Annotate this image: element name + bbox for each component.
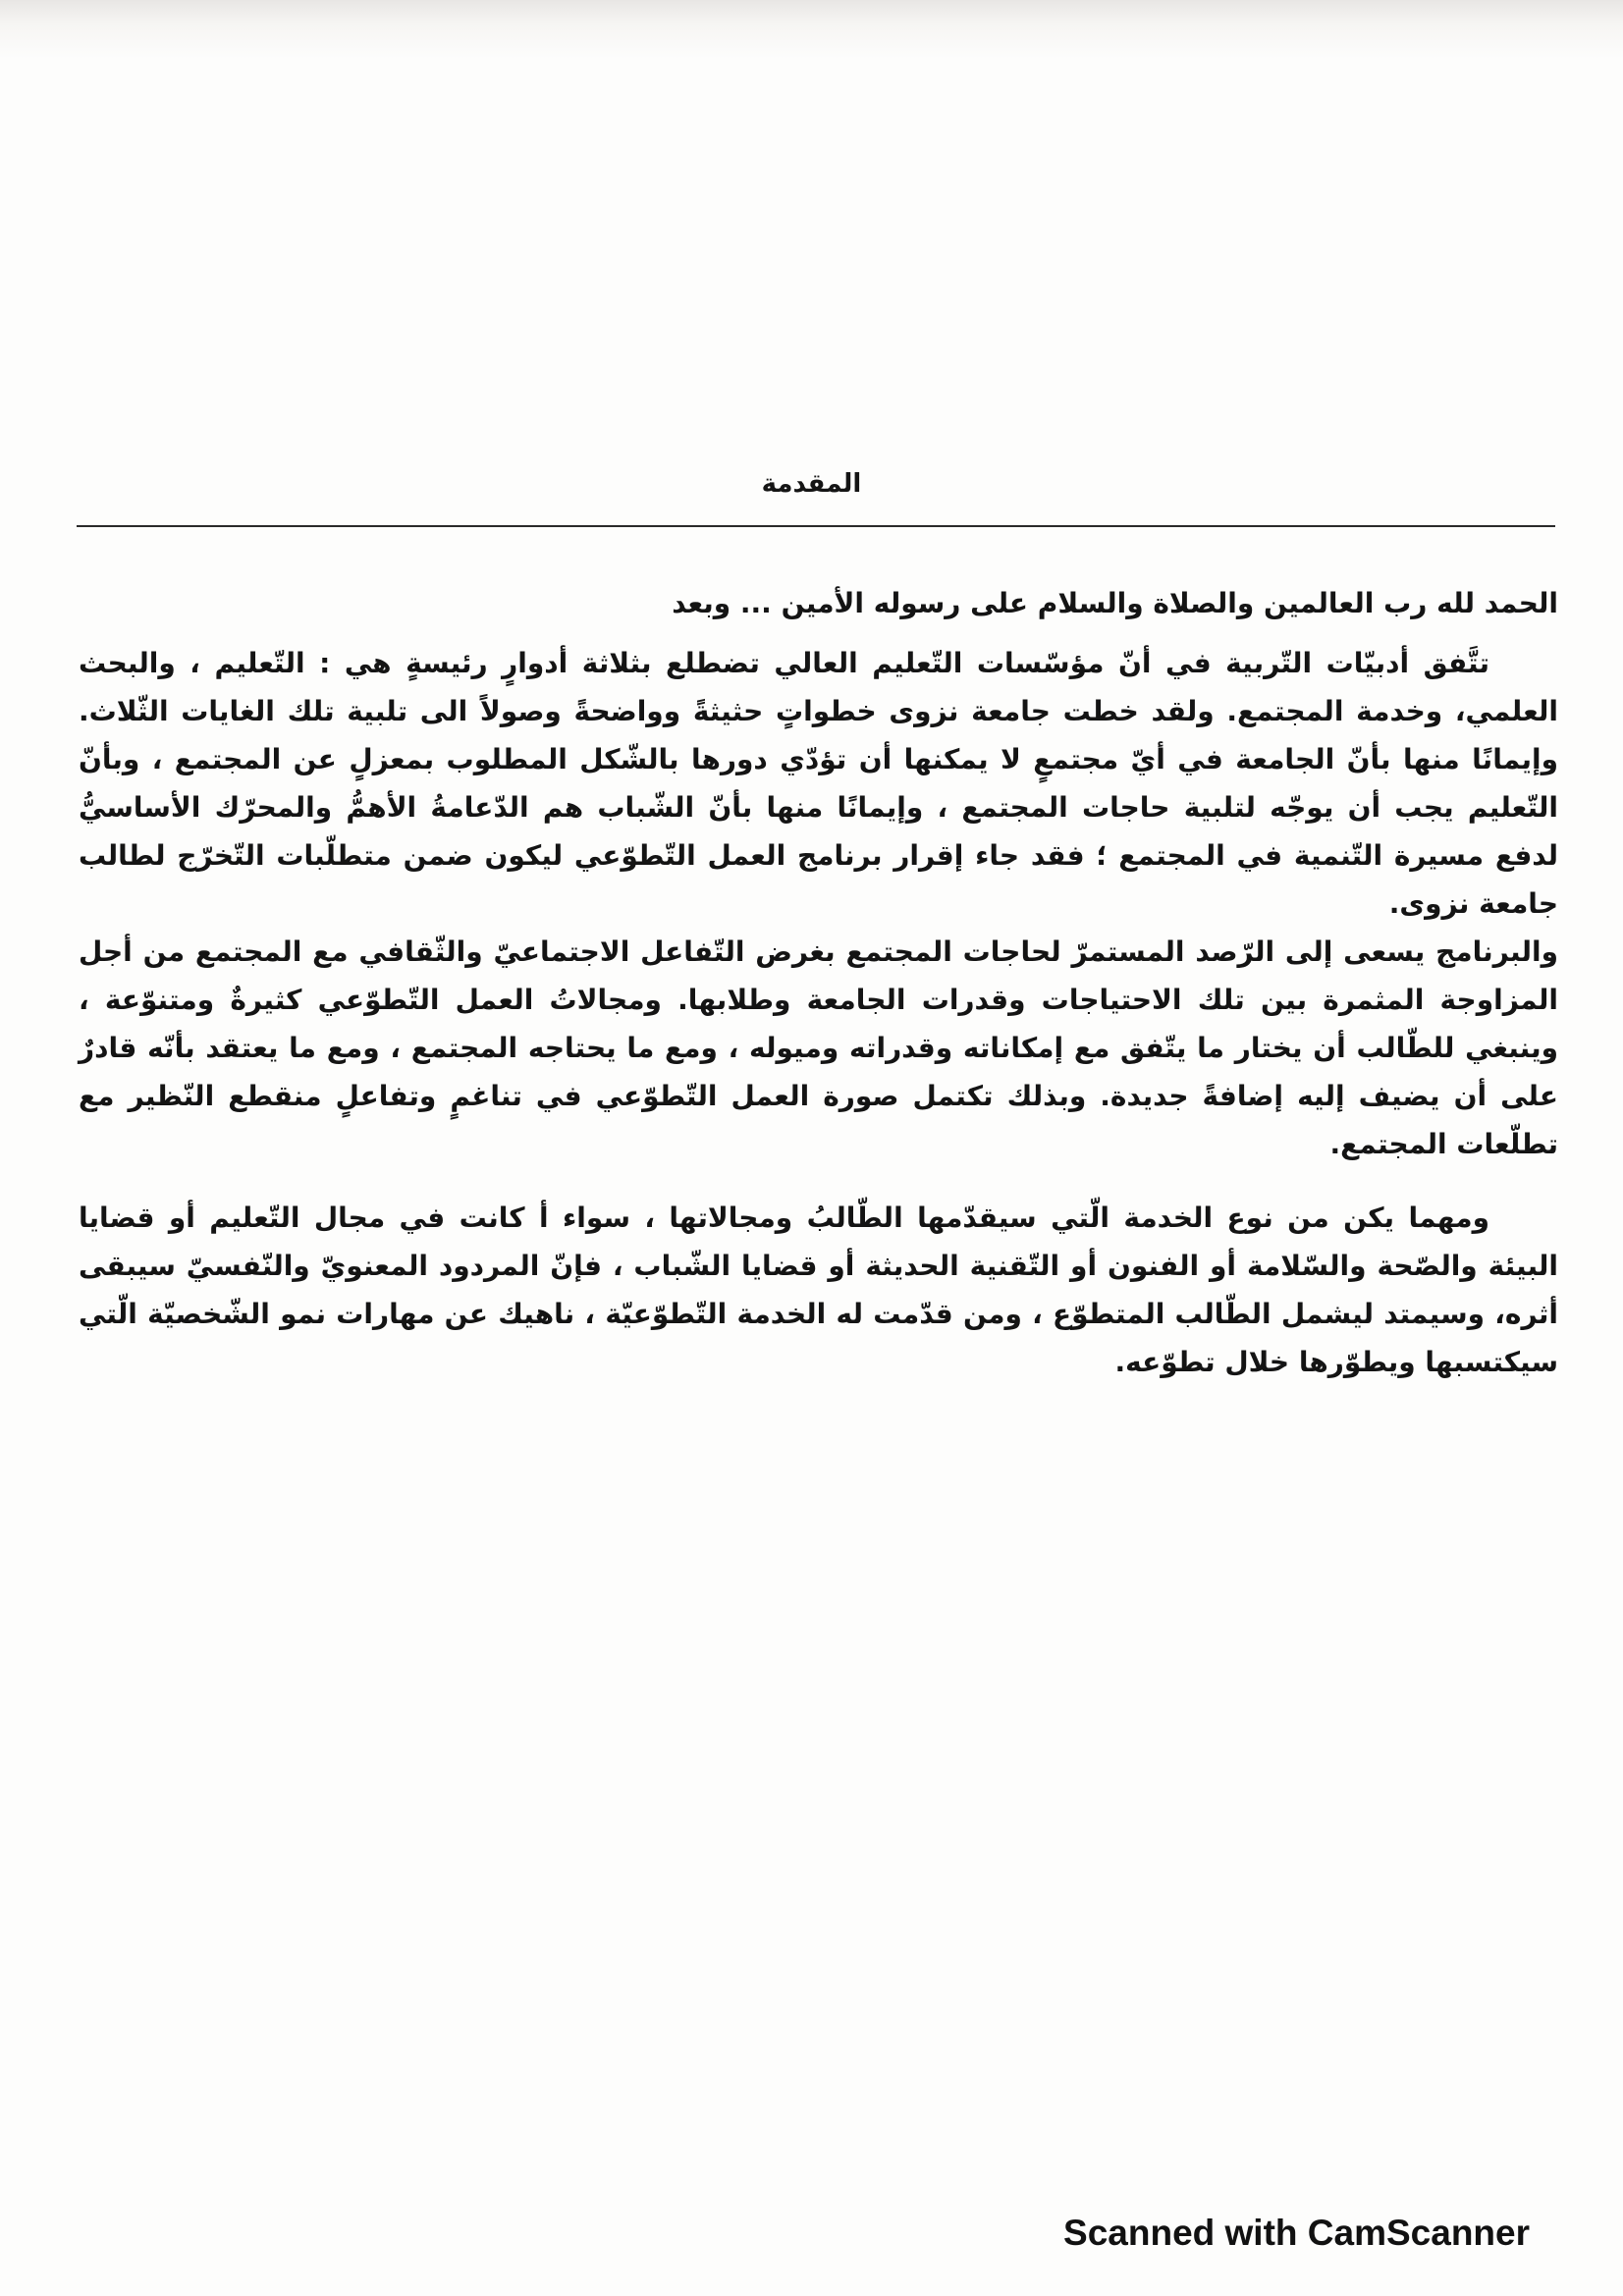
- page-title: المقدمة: [761, 469, 862, 499]
- opening-line: الحمد لله رب العالمين والصلاة والسلام على رسوله الأمين ... وبعد: [672, 587, 1558, 619]
- paragraph-3: ومهما يكن من نوع الخدمة الّتي سيقدّمها الطّالبُ ومجالاتها ، سواء أ كانت في مجال التّعليم أو قضايا البيئة والصّحة والسّلامة أو الفنون أو التّقنية الحديثة أو قضايا الشّباب ، فإنّ المردود المعنويّ والنّفسيّ سيبقى أثره، وسيمتد ليشمل الطّالب المتطوّع ، ومن قدّمت له الخدمة التّطوّعيّة ، ناهيك عن مهارات نمو الشّخصيّة الّتي سيكتسبها ويطوّرها خلال تطوّعه.: [79, 1201, 1558, 1378]
- scan-top-shadow: [0, 0, 1623, 59]
- title-divider: [77, 525, 1555, 527]
- paragraph-1: تتَّفق أدبيّات التّربية في أنّ مؤسّسات التّعليم العالي تضطلع بثلاثة أدوارٍ رئيسةٍ هي : التّعليم ، والبحث العلمي، وخدمة المجتمع. ولقد خطت جامعة نزوى خطواتٍ حثيثةً وواضحةً وصولاً الى تلبية تلك الغايات الثّلاث. وإيمانًا منها بأنّ الجامعة في أيّ مجتمعٍ لا يمكنها أن تؤدّي دورها بالشّكل المطلوب بمعزلٍ عن المجتمع ، وبأنّ التّعليم يجب أن يوجّه لتلبية حاجات المجتمع ، وإيمانًا منها بأنّ الشّباب هم الدّعامةُ الأهمُّ والمحرّك الأساسيُّ لدفع مسيرة التّنمية في المجتمع ؛ فقد جاء إقرار برنامج العمل التّطوّعي ليكون ضمن متطلّبات التّخرّج لطالب جامعة نزوى.: [79, 647, 1558, 920]
- document-body: [79, 579, 1558, 1386]
- camscanner-watermark: Scanned with CamScanner: [1063, 2213, 1530, 2253]
- paragraph-2: والبرنامج يسعى إلى الرّصد المستمرّ لحاجات المجتمع بغرض التّفاعل الاجتماعيّ والثّقافي مع المجتمع من أجل المزاوجة المثمرة بين تلك الاحتياجات وقدرات الجامعة وطلابها. ومجالاتُ العمل التّطوّعي كثيرةٌ ومتنوّعة ، وينبغي للطّالب أن يختار ما يتّفق مع إمكاناته وقدراته وميوله ، ومع ما يحتاجه المجتمع ، ومع ما يعتقد بأنّه قادرٌ على أن يضيف إليه إضافةً جديدة. وبذلك تكتمل صورة العمل التّطوّعي في تناغمٍ وتفاعلٍ منقطع النّظير مع تطلّعات المجتمع.: [79, 935, 1558, 1160]
